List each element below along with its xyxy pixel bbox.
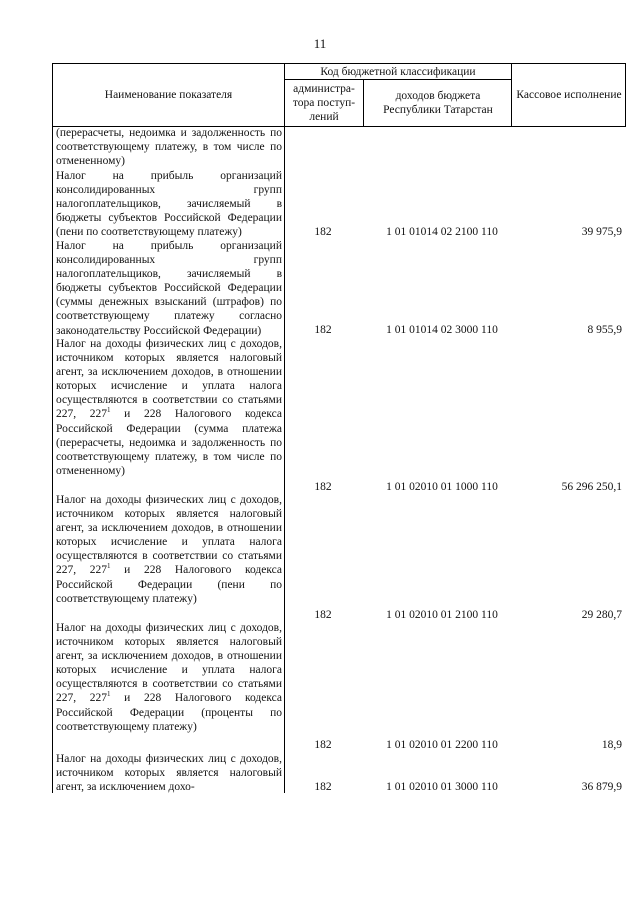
row-description-text: и 228 Налогового кодекса Российской Федерации (пени по соответствующему платежу) (56, 564, 282, 605)
row-description: Налог на прибыль организаций консолидированных групп налогоплательщиков, зачисляемый в бюджеты субъектов Российской Федерации (суммы денежных взысканий (штрафов) по соответствующему платежу согласно законодательству Российской Федерации) (56, 240, 282, 337)
row-description: Налог на прибыль организаций консолидированных групп налогоплательщиков, зачисляемый в бюджеты субъектов Российской Федерации (пени по соответствующему платежу) (56, 170, 282, 239)
superscript: 1 (107, 690, 111, 699)
row-amount: 36 879,9 (581, 781, 622, 793)
header-right-border (625, 63, 626, 127)
row-amount: 56 296 250,1 (561, 481, 622, 493)
body-left-border (52, 127, 53, 793)
row-admin-code: 182 (314, 609, 332, 621)
superscript: 1 (107, 562, 111, 571)
row-description-text: Налог на доходы физических лиц с доходов, источником которых является налоговый агент, за исключением доходов, в отношении которых исчисление и уплата налога осуществляются в соответствии со статьями 227, 227 (56, 622, 282, 705)
table-header (52, 63, 626, 127)
row-description-text: Налог на доходы физических лиц с доходов, источником которых является налоговый агент, за исключением доходов, в отношении которых исчисление и уплата налога осуществляются в соответствии со статьями 227, 227 (56, 494, 282, 577)
row-budget-code: 1 01 02010 01 3000 110 (386, 781, 498, 793)
header-divider-admin (363, 79, 364, 127)
row-budget-code: 1 01 02010 01 1000 110 (386, 481, 498, 493)
header-name-column: Наименование показателя (104, 89, 233, 101)
page-number: 11 (313, 36, 327, 51)
row-amount: 18,9 (601, 739, 622, 751)
row-description (56, 493, 282, 606)
row-description-text: Налог на доходы физических лиц с доходов, источником которых является налоговый агент, за исключением доходов, в отношении которых исчисление и уплата налога осуществляются в соответствии со статьями 227, 227 (56, 338, 282, 421)
row-admin-code: 182 (314, 481, 332, 493)
row-description (56, 337, 282, 478)
row-admin-code: 182 (314, 781, 332, 793)
body-name-divider (284, 127, 285, 793)
row-budget-code: 1 01 01014 02 3000 110 (386, 324, 498, 336)
row-description-text: и 228 Налогового кодекса Российской Федерации (сумма платежа (перерасчеты, недоимка и задолженность по соответствующему платежу, в том числе по отмененному) (56, 408, 282, 477)
row-description-text: и 228 Налогового кодекса Российской Федерации (проценты по соответствующему платежу) (56, 692, 282, 733)
row-admin-code: 182 (314, 324, 332, 336)
header-income-column: доходов бюджета Республики Татарстан (383, 90, 493, 116)
row-budget-code: 1 01 01014 02 2100 110 (386, 226, 498, 238)
header-admin-column: администра-тора поступ-лений (292, 83, 356, 123)
header-code-group: Код бюджетной классификации (320, 65, 476, 78)
row-description (56, 621, 282, 734)
header-divider-income (511, 63, 512, 127)
row-amount: 39 975,9 (581, 226, 622, 238)
header-cash-column: Кассовое исполнение (516, 89, 622, 101)
superscript: 1 (107, 406, 111, 415)
row-amount: 29 280,7 (581, 609, 622, 621)
row-amount: 8 955,9 (587, 324, 622, 336)
row-budget-code: 1 01 02010 01 2200 110 (386, 739, 498, 751)
row-description: (перерасчеты, недоимка и задолженность по соответствующему платежу, в том числе по отмененному) (56, 127, 282, 168)
row-description: Налог на доходы физических лиц с доходов, источником которых является налоговый агент, за исключением дохо- (56, 753, 282, 794)
row-admin-code: 182 (314, 739, 332, 751)
row-budget-code: 1 01 02010 01 2100 110 (386, 609, 498, 621)
row-admin-code: 182 (314, 226, 332, 238)
